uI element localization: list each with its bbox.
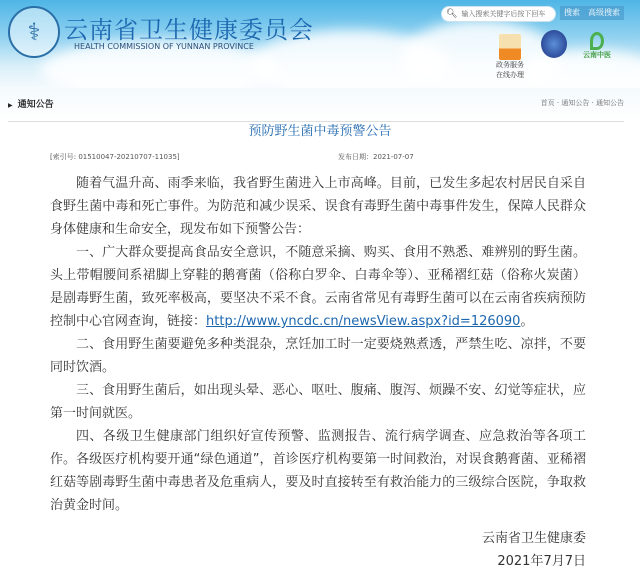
yunnan-tcm-link[interactable] bbox=[582, 32, 612, 60]
index-number: [索引号: 01510047-20210707-11035] bbox=[50, 153, 180, 161]
section-title bbox=[8, 97, 54, 110]
site-title: 云南省卫生健康委员会 bbox=[64, 16, 314, 44]
advanced-search-button[interactable]: 高级搜索 bbox=[584, 6, 624, 20]
punctuation: 。 bbox=[520, 314, 534, 329]
search-input[interactable] bbox=[441, 6, 556, 22]
paragraph: 三、食用野生菌后，如出现头晕、恶心、呕吐、腹痛、腹泻、烦躁不安、幻觉等症状，应第一时间就医。 bbox=[50, 383, 586, 421]
yncdc-link[interactable]: http://www.yncdc.cn/newsView.aspx?id=126090 bbox=[206, 314, 521, 329]
app-label: 政务服务 bbox=[496, 61, 524, 69]
document-icon bbox=[499, 34, 521, 60]
app-label: 云南中医 bbox=[583, 51, 611, 59]
triangle-icon: ▶ bbox=[8, 102, 13, 109]
publish-date: 发布日期：2021-07-07 bbox=[338, 153, 414, 161]
signature: 云南省卫生健康委 bbox=[481, 531, 586, 546]
section-title-text: 通知公告 bbox=[17, 100, 54, 110]
commission-emblem-logo: ⚕ bbox=[8, 6, 60, 58]
search-icon: 🔍︎ bbox=[446, 9, 458, 19]
paragraph: 随着气温升高、雨季来临，我省野生菌进入上市高峰。目前，已发生多起农村居民自采自食野生菌中毒和死亡事件。为防范和减少误采、误食有毒野生菌中毒事件发生，保障人民群众身体健康和生命安全，现发布如下预警公告： bbox=[50, 176, 586, 237]
paragraph bbox=[50, 241, 586, 333]
leaf-icon bbox=[590, 32, 604, 50]
app-label: 在线办理 bbox=[496, 71, 524, 79]
gov-service-link[interactable] bbox=[495, 34, 525, 80]
search-placeholder: 输入搜索关键字后按下回车 bbox=[461, 10, 546, 18]
badge-icon bbox=[541, 30, 567, 58]
paragraph-text: 一、广大群众要提高食品安全意识，不随意采摘、购买、食用不熟悉、难辨别的野生菌。头上带帽腰间系裙脚上穿鞋的鹅膏菌（俗称白罗伞、白毒伞等）、亚稀褶红菇（俗称火炭菌）是剧毒野生菌，致死率极高，要坚决不采不食。云南省常见有毒野生菌可以在云南省疾病预防控制中心官网查询，链接： bbox=[50, 245, 586, 329]
paragraph: 四、各级卫生健康部门组织好宣传预警、监测报告、流行病学调查、应急救治等各项工作。各级医疗机构要开通“绿色通道”，首诊医疗机构要第一时间救治，对误食鹅膏菌、亚稀褶红菇等剧毒野生菌中毒患者及危重病人，要及时直接转至有救治能力的三级综合医院，争取救治黄金时间。 bbox=[50, 429, 586, 513]
sign-date: 2021年7月7日 bbox=[497, 554, 586, 569]
site-title-en: HEALTH COMMISSION OF YUNNAN PROVINCE bbox=[74, 42, 254, 51]
breadcrumb[interactable]: 首页 · 通知公告 · 通知公告 bbox=[540, 99, 624, 107]
health-badge-link[interactable] bbox=[541, 30, 569, 58]
paragraph: 二、食用野生菌要避免多种类混杂，烹饪加工时一定要烧熟煮透，严禁生吃、凉拌，不要同时饮酒。 bbox=[50, 337, 586, 375]
search-button[interactable]: 搜索 bbox=[560, 6, 584, 20]
article-title: 预防野生菌中毒预警公告 bbox=[248, 124, 392, 139]
article-body bbox=[50, 172, 586, 517]
